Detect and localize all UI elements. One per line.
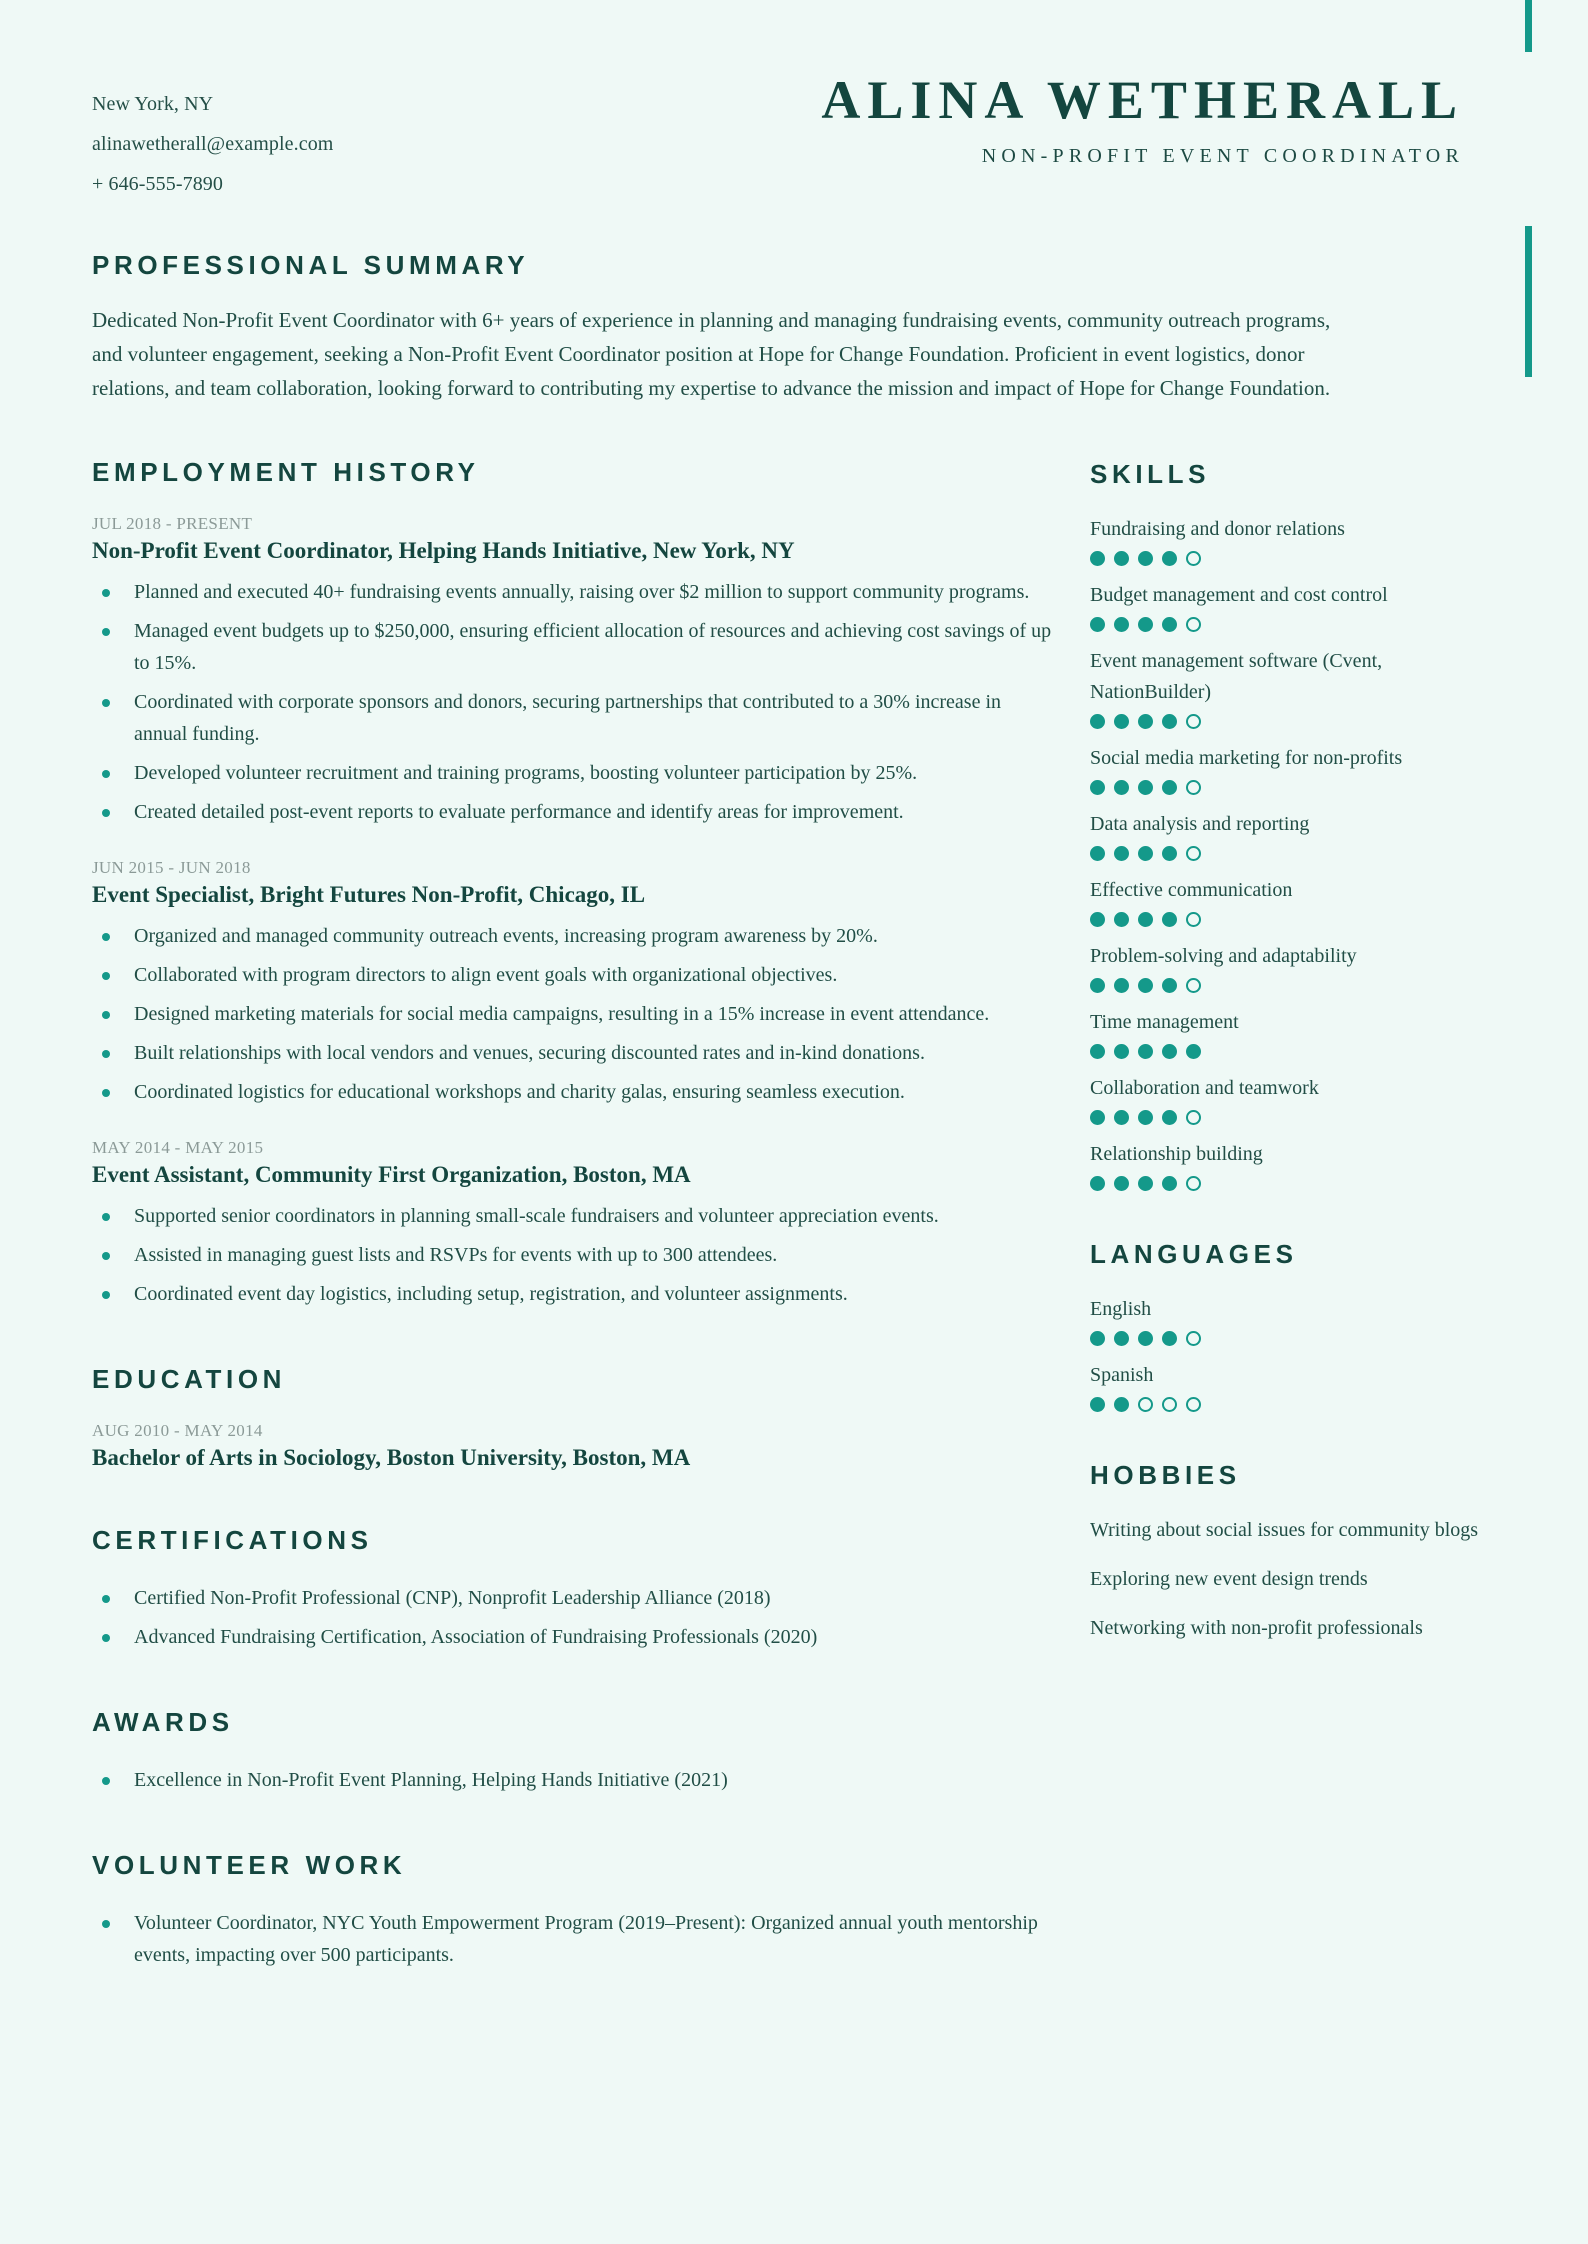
rating-dot-filled	[1162, 1176, 1177, 1191]
rating-dot-filled	[1114, 551, 1129, 566]
rating-dot-empty	[1186, 551, 1201, 566]
skill-item	[1090, 1007, 1494, 1059]
skill-item-label: Social media marketing for non-profits	[1090, 747, 1403, 769]
awards-list	[92, 1764, 1052, 1796]
employment-heading: EMPLOYMENT HISTORY	[92, 457, 480, 487]
rating-dot-empty	[1186, 912, 1201, 927]
languages-section	[1090, 1239, 1494, 1412]
resume-header	[0, 0, 1588, 204]
rating-dot-filled	[1162, 780, 1177, 795]
bullet-item: Certified Non-Profit Professional (CNP), Nonprofit Leadership Alliance (2018)	[92, 1582, 1052, 1614]
volunteer-list	[92, 1907, 1052, 1971]
employment-entry	[92, 514, 1052, 828]
bullet-item: Supported senior coordinators in planning small-scale fundraisers and volunteer appreciation events.	[92, 1200, 1052, 1232]
skill-item	[1090, 646, 1494, 729]
rating-dot-filled	[1162, 978, 1177, 993]
skill-item-label: Collaboration and teamwork	[1090, 1077, 1319, 1099]
skill-item-label: Effective communication	[1090, 879, 1293, 901]
hobby-item: Networking with non-profit professionals	[1090, 1617, 1423, 1639]
rating-dot-filled	[1114, 1331, 1129, 1346]
contact-location: New York, NY	[92, 93, 214, 115]
entry-title: Bachelor of Arts in Sociology, Boston University, Boston, MA	[92, 1445, 691, 1470]
employment-entry	[92, 1138, 1052, 1310]
rating-dot-filled	[1162, 617, 1177, 632]
rating-dot-filled	[1138, 846, 1153, 861]
rating-dot-filled	[1090, 1110, 1105, 1125]
bullet-item: Coordinated with corporate sponsors and donors, securing partnerships that contributed to a 30% increase in annual funding.	[92, 686, 1052, 750]
skill-item-rating	[1090, 912, 1494, 927]
rating-dot-filled	[1162, 551, 1177, 566]
rating-dot-filled	[1114, 978, 1129, 993]
bullet-item: Organized and managed community outreach events, increasing program awareness by 20%.	[92, 920, 1052, 952]
rating-dot-filled	[1138, 912, 1153, 927]
rating-dot-filled	[1162, 1044, 1177, 1059]
awards-section	[92, 1707, 1052, 1796]
skill-item-label: Fundraising and donor relations	[1090, 518, 1345, 540]
skill-item-label: Problem-solving and adaptability	[1090, 945, 1357, 967]
language-item-rating	[1090, 1397, 1494, 1412]
certifications-list	[92, 1582, 1052, 1653]
skill-item	[1090, 941, 1494, 993]
education-section	[92, 1364, 1052, 1471]
skills-section	[1090, 459, 1494, 1191]
entry-date: MAY 2014 - MAY 2015	[92, 1138, 264, 1157]
rating-dot-filled	[1138, 714, 1153, 729]
rating-dot-filled	[1138, 978, 1153, 993]
language-item	[1090, 1360, 1494, 1412]
rating-dot-empty	[1186, 1110, 1201, 1125]
rating-dot-filled	[1114, 1397, 1129, 1412]
skill-item-label: Budget management and cost control	[1090, 584, 1388, 606]
skills-list	[1090, 514, 1494, 1191]
volunteer-heading: VOLUNTEER WORK	[92, 1850, 407, 1880]
skill-item	[1090, 875, 1494, 927]
rating-dot-filled	[1090, 551, 1105, 566]
rating-dot-empty	[1186, 978, 1201, 993]
summary-heading: PROFESSIONAL SUMMARY	[92, 250, 530, 280]
volunteer-work-section	[92, 1850, 1052, 1971]
entry-date: JUL 2018 - PRESENT	[92, 514, 253, 533]
rating-dot-empty	[1186, 1331, 1201, 1346]
hobby-item: Writing about social issues for community blogs	[1090, 1519, 1479, 1541]
rating-dot-filled	[1138, 551, 1153, 566]
rating-dot-empty	[1186, 714, 1201, 729]
bullet-item: Managed event budgets up to $250,000, ensuring efficient allocation of resources and achieving cost savings of up to 15%.	[92, 615, 1052, 679]
hobby-item: Exploring new event design trends	[1090, 1568, 1368, 1590]
certifications-heading: CERTIFICATIONS	[92, 1525, 373, 1555]
skill-item	[1090, 1073, 1494, 1125]
rating-dot-empty	[1186, 1397, 1201, 1412]
skill-item-rating	[1090, 846, 1494, 861]
skill-item-rating	[1090, 1176, 1494, 1191]
rating-dot-filled	[1090, 846, 1105, 861]
entry-date: AUG 2010 - MAY 2014	[92, 1421, 263, 1440]
education-heading: EDUCATION	[92, 1364, 287, 1394]
bullet-item: Advanced Fundraising Certification, Association of Fundraising Professionals (2020)	[92, 1621, 1052, 1653]
rating-dot-filled	[1186, 1044, 1201, 1059]
skill-item	[1090, 1139, 1494, 1191]
language-item-rating	[1090, 1331, 1494, 1346]
certifications-section	[92, 1525, 1052, 1653]
bullet-item: Designed marketing materials for social media campaigns, resulting in a 15% increase in event attendance.	[92, 998, 1052, 1030]
contact-phone: + 646-555-7890	[92, 173, 223, 195]
bullet-item: Assisted in managing guest lists and RSVPs for events with up to 300 attendees.	[92, 1239, 1052, 1271]
bullet-item: Created detailed post-event reports to evaluate performance and identify areas for improvement.	[92, 796, 1052, 828]
rating-dot-filled	[1114, 1110, 1129, 1125]
skill-item-label: Data analysis and reporting	[1090, 813, 1310, 835]
name-block	[821, 72, 1496, 168]
skill-item-rating	[1090, 617, 1494, 632]
skill-item-rating	[1090, 551, 1494, 566]
skill-item-rating	[1090, 714, 1494, 729]
rating-dot-filled	[1090, 1331, 1105, 1346]
rating-dot-filled	[1162, 1110, 1177, 1125]
languages-heading: LANGUAGES	[1090, 1239, 1298, 1269]
rating-dot-filled	[1090, 714, 1105, 729]
bullet-item: Volunteer Coordinator, NYC Youth Empowerment Program (2019–Present): Organized annual youth mentorship events, impacting over 500 participants.	[92, 1907, 1052, 1971]
rating-dot-filled	[1162, 912, 1177, 927]
rating-dot-empty	[1186, 1176, 1201, 1191]
education-entry	[92, 1421, 1052, 1471]
accent-bar-summary	[1525, 226, 1532, 377]
rating-dot-filled	[1090, 978, 1105, 993]
entry-bullets	[92, 1200, 1052, 1310]
rating-dot-filled	[1138, 1110, 1153, 1125]
skill-item-label: Event management software (Cvent, NationBuilder)	[1090, 650, 1383, 703]
bullet-item: Collaborated with program directors to align event goals with organizational objectives.	[92, 959, 1052, 991]
language-item	[1090, 1294, 1494, 1346]
skill-item-rating	[1090, 978, 1494, 993]
rating-dot-filled	[1114, 617, 1129, 632]
entry-date: JUN 2015 - JUN 2018	[92, 858, 251, 877]
skill-item	[1090, 580, 1494, 632]
rating-dot-filled	[1162, 714, 1177, 729]
language-item-label: Spanish	[1090, 1364, 1154, 1386]
bullet-item: Planned and executed 40+ fundraising events annually, raising over $2 million to support community programs.	[92, 576, 1052, 608]
skills-heading: SKILLS	[1090, 459, 1211, 489]
sidebar-column	[1090, 457, 1494, 1692]
skill-item-rating	[1090, 1110, 1494, 1125]
bullet-item: Excellence in Non-Profit Event Planning, Helping Hands Initiative (2021)	[92, 1764, 1052, 1796]
bullet-item: Developed volunteer recruitment and training programs, boosting volunteer participation by 25%.	[92, 757, 1052, 789]
rating-dot-filled	[1114, 714, 1129, 729]
entry-title: Event Specialist, Bright Futures Non-Profit, Chicago, IL	[92, 882, 646, 907]
awards-heading: AWARDS	[92, 1707, 234, 1737]
bullet-item: Coordinated logistics for educational workshops and charity galas, ensuring seamless execution.	[92, 1076, 1052, 1108]
rating-dot-filled	[1138, 1331, 1153, 1346]
skill-item	[1090, 514, 1494, 566]
rating-dot-filled	[1090, 1044, 1105, 1059]
skill-item-label: Relationship building	[1090, 1143, 1263, 1165]
bullet-item: Coordinated event day logistics, including setup, registration, and volunteer assignments.	[92, 1278, 1052, 1310]
rating-dot-filled	[1090, 1397, 1105, 1412]
rating-dot-empty	[1162, 1397, 1177, 1412]
rating-dot-filled	[1090, 780, 1105, 795]
skill-item	[1090, 743, 1494, 795]
rating-dot-empty	[1138, 1397, 1153, 1412]
entry-bullets	[92, 576, 1052, 828]
entry-title: Non-Profit Event Coordinator, Helping Hands Initiative, New York, NY	[92, 538, 795, 563]
employment-entry	[92, 858, 1052, 1108]
rating-dot-filled	[1114, 846, 1129, 861]
rating-dot-empty	[1186, 617, 1201, 632]
skill-item	[1090, 809, 1494, 861]
rating-dot-filled	[1090, 1176, 1105, 1191]
rating-dot-filled	[1114, 1044, 1129, 1059]
professional-summary-section	[0, 204, 1588, 405]
rating-dot-filled	[1138, 617, 1153, 632]
languages-list	[1090, 1294, 1494, 1412]
rating-dot-filled	[1138, 1176, 1153, 1191]
entry-title: Event Assistant, Community First Organization, Boston, MA	[92, 1162, 691, 1187]
rating-dot-filled	[1138, 780, 1153, 795]
bullet-item: Built relationships with local vendors and venues, securing discounted rates and in-kind donations.	[92, 1037, 1052, 1069]
main-column	[92, 457, 1052, 1971]
hobbies-heading: HOBBIES	[1090, 1460, 1241, 1490]
rating-dot-empty	[1186, 846, 1201, 861]
rating-dot-filled	[1114, 1176, 1129, 1191]
language-item-label: English	[1090, 1298, 1152, 1320]
candidate-job-title: NON-PROFIT EVENT COORDINATOR	[981, 144, 1464, 167]
employment-history-section	[92, 457, 1052, 1310]
contact-email: alinawetherall@example.com	[92, 133, 334, 155]
hobbies-section	[1090, 1460, 1494, 1644]
candidate-name: ALINA WETHERALL	[821, 70, 1464, 130]
rating-dot-filled	[1114, 912, 1129, 927]
rating-dot-filled	[1138, 1044, 1153, 1059]
rating-dot-filled	[1090, 617, 1105, 632]
skill-item-rating	[1090, 780, 1494, 795]
rating-dot-filled	[1114, 780, 1129, 795]
hobbies-list	[1090, 1515, 1494, 1644]
entry-bullets	[92, 920, 1052, 1108]
rating-dot-filled	[1162, 1331, 1177, 1346]
rating-dot-filled	[1162, 846, 1177, 861]
rating-dot-filled	[1090, 912, 1105, 927]
summary-text: Dedicated Non-Profit Event Coordinator with 6+ years of experience in planning and managing fundraising events, community outreach programs, and volunteer engagement, seeking a Non-Profit Event Coordinator position at Hope for Change Foundation. Proficient in event logistics, donor relations, and team collaboration, looking forward to contributing my expertise to advance the mission and impact of Hope for Change Foundation.	[92, 308, 1331, 400]
contact-info	[92, 72, 333, 204]
skill-item-rating	[1090, 1044, 1494, 1059]
skill-item-label: Time management	[1090, 1011, 1239, 1033]
rating-dot-empty	[1186, 780, 1201, 795]
